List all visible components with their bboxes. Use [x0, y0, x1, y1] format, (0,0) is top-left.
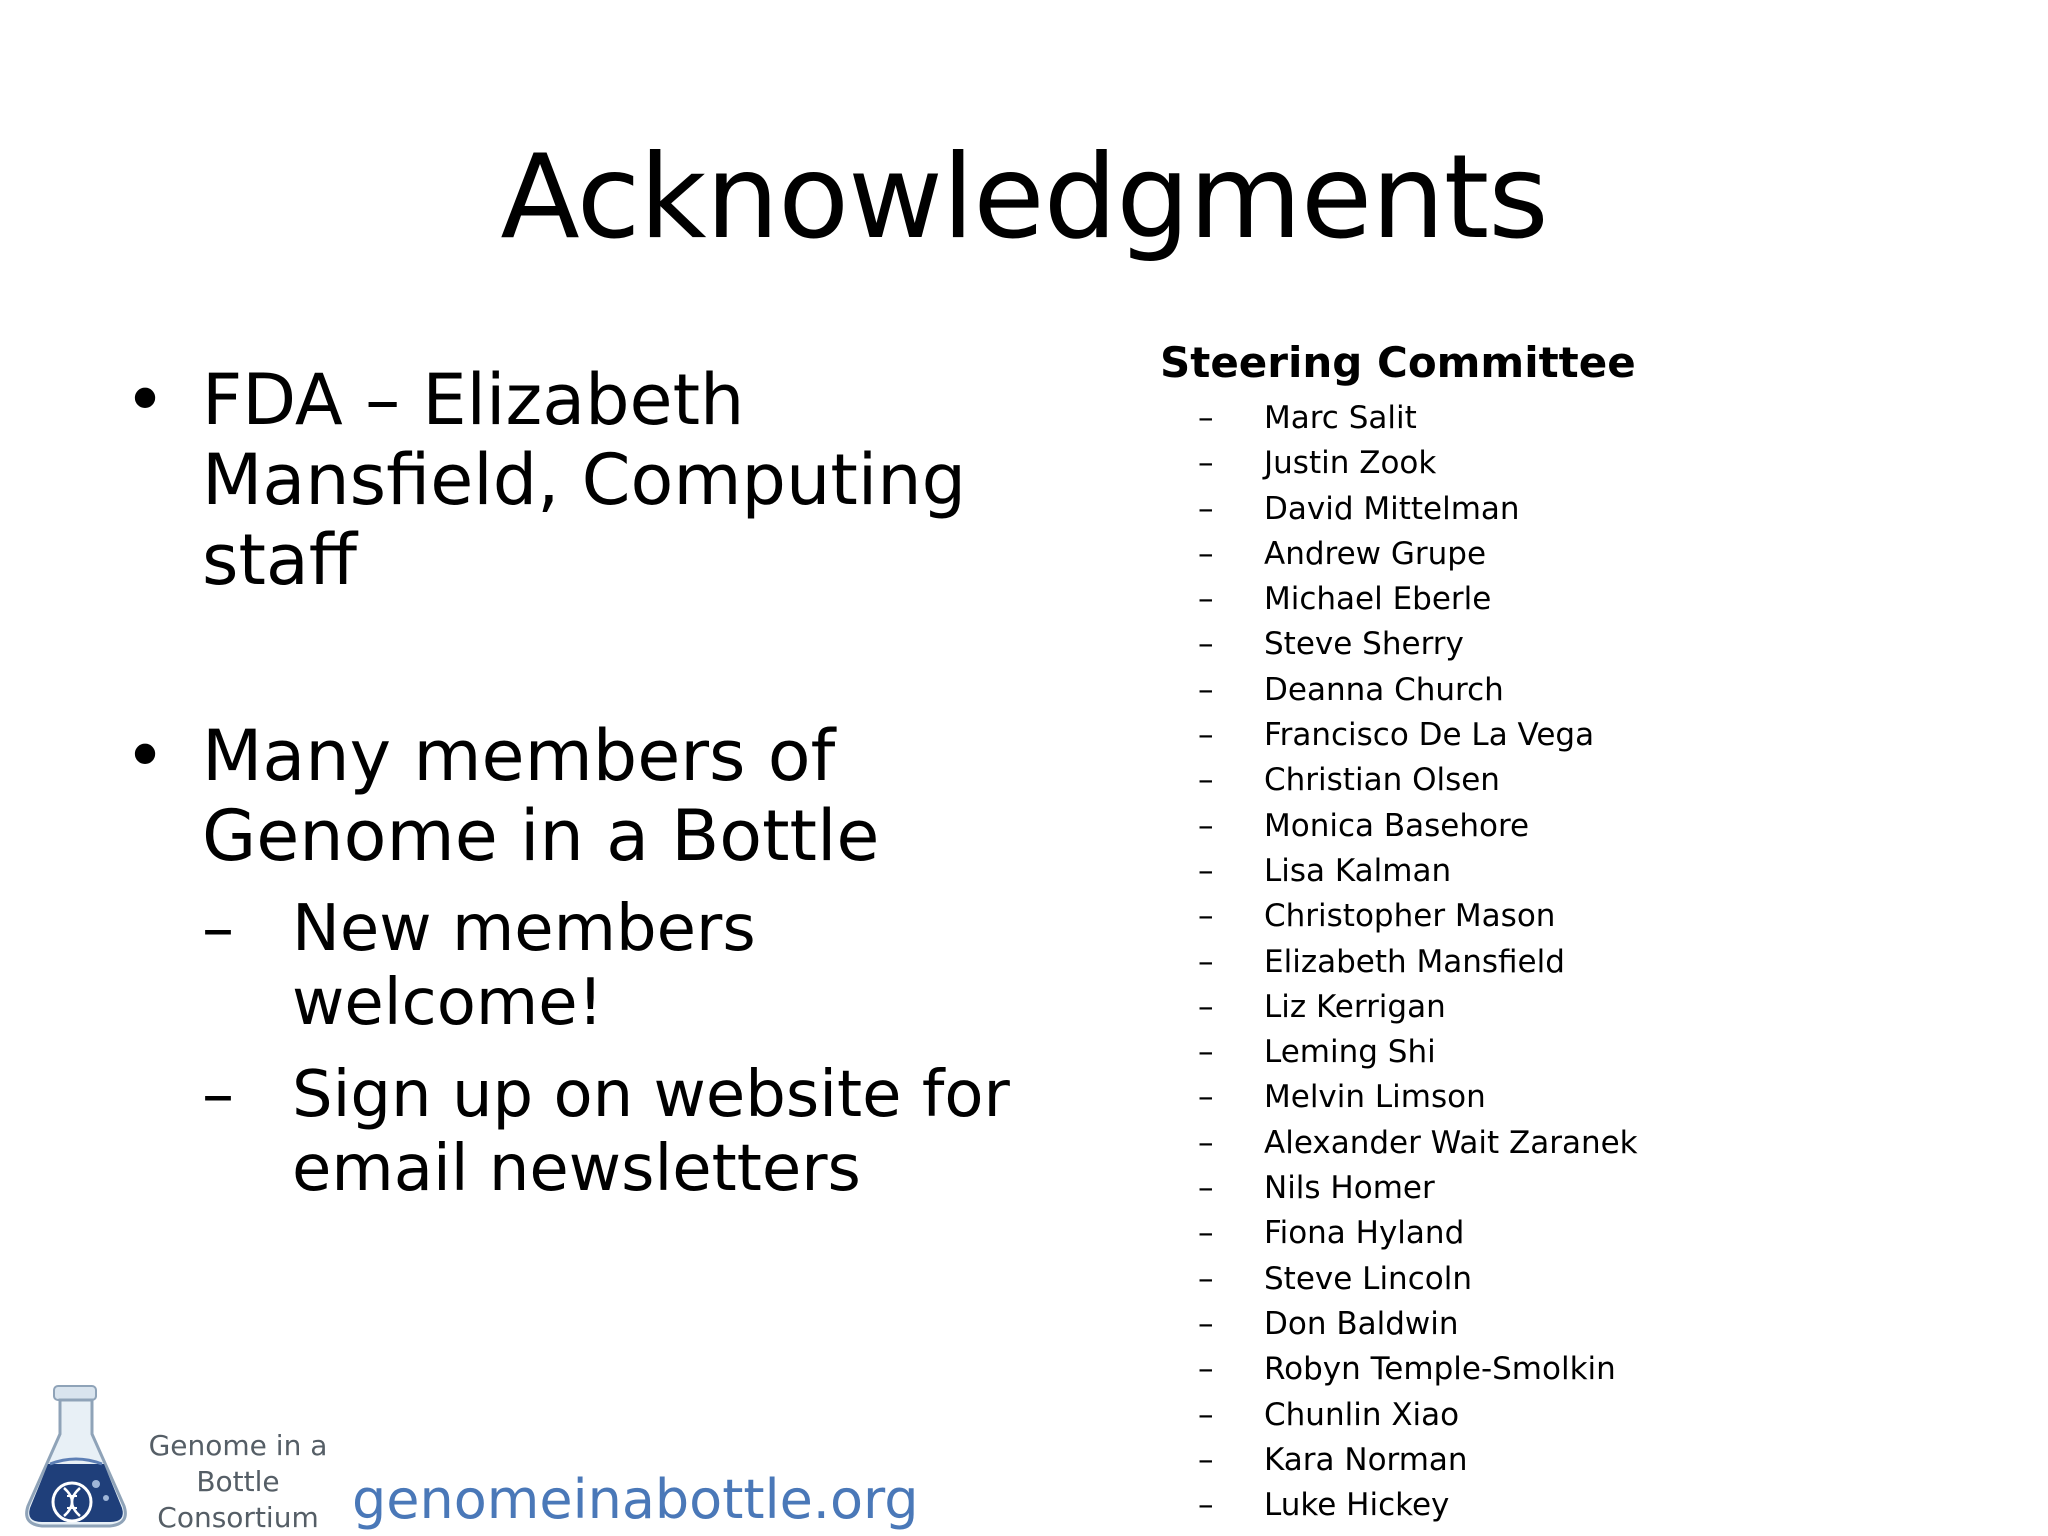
steering-member: [1160, 1483, 1720, 1528]
steering-member: [1160, 1393, 1720, 1438]
member-dash: –: [1198, 1396, 1214, 1433]
member-name: Chunlin Xiao: [1264, 1396, 1460, 1433]
member-name: Liz Kerrigan: [1264, 988, 1446, 1025]
sub-bullet-text: New members welcome!: [292, 892, 756, 1040]
member-name: Steve Sherry: [1264, 626, 1464, 663]
member-dash: –: [1198, 807, 1214, 844]
member-name: Monica Basehore: [1264, 807, 1530, 844]
member-name: Elizabeth Mansfield: [1264, 943, 1565, 980]
member-dash: –: [1198, 762, 1214, 799]
member-dash: –: [1198, 1441, 1214, 1478]
steering-member: [1160, 532, 1720, 577]
sub-bullet-dash: –: [202, 892, 234, 966]
member-name: Andrew Grupe: [1264, 535, 1487, 572]
member-dash: –: [1198, 898, 1214, 935]
bullet-members: [120, 716, 1040, 1206]
member-name: Nils Homer: [1264, 1170, 1435, 1207]
steering-member: [1160, 668, 1720, 713]
steering-member: [1160, 622, 1720, 667]
steering-member: [1160, 1211, 1720, 1256]
bullet-text: FDA – Elizabeth Mansfield, Computing staff: [202, 359, 967, 601]
member-dash: –: [1198, 1260, 1214, 1297]
logo-text: [108, 1428, 368, 1536]
website-link[interactable]: genomeinabottle.org: [352, 1468, 919, 1531]
member-name: Steve Lincoln: [1264, 1260, 1472, 1297]
member-dash: –: [1198, 943, 1214, 980]
member-dash: –: [1198, 717, 1214, 754]
member-name: David Mittelman: [1264, 490, 1520, 527]
bullet-text: Many members of Genome in a Bottle: [202, 715, 880, 877]
bullet-fda: [120, 360, 1040, 600]
steering-member: [1160, 758, 1720, 803]
member-name: Michael Eberle: [1264, 581, 1492, 618]
giab-logo: [20, 1378, 360, 1534]
member-dash: –: [1198, 671, 1214, 708]
member-name: Robyn Temple-Smolkin: [1264, 1351, 1616, 1388]
bullet-dot: •: [124, 359, 166, 441]
member-dash: –: [1198, 988, 1214, 1025]
steering-member: [1160, 985, 1720, 1030]
steering-member: [1160, 1302, 1720, 1347]
steering-member: [1160, 1257, 1720, 1302]
member-name: Alexander Wait Zaranek: [1264, 1124, 1638, 1161]
member-name: Leming Shi: [1264, 1034, 1436, 1071]
member-dash: –: [1198, 445, 1214, 482]
steering-member: [1160, 940, 1720, 985]
member-dash: –: [1198, 1487, 1214, 1524]
bullet-dot: •: [124, 715, 166, 797]
steering-committee: [1160, 336, 1720, 1528]
member-name: Kara Norman: [1264, 1441, 1468, 1478]
member-name: Fiona Hyland: [1264, 1215, 1465, 1252]
member-dash: –: [1198, 1215, 1214, 1252]
logo-line-2: Consortium: [157, 1501, 319, 1534]
steering-member: [1160, 804, 1720, 849]
steering-member: [1160, 1121, 1720, 1166]
member-dash: –: [1198, 1351, 1214, 1388]
member-name: Christopher Mason: [1264, 898, 1556, 935]
steering-member: [1160, 849, 1720, 894]
member-dash: –: [1198, 535, 1214, 572]
steering-member: [1160, 1030, 1720, 1075]
member-dash: –: [1198, 400, 1214, 436]
member-name: Marc Salit: [1264, 400, 1417, 436]
steering-member: [1160, 1347, 1720, 1392]
steering-member: [1160, 577, 1720, 622]
logo-line-1: Genome in a Bottle: [148, 1429, 328, 1498]
member-name: Christian Olsen: [1264, 762, 1500, 799]
member-name: Francisco De La Vega: [1264, 717, 1595, 754]
member-name: Luke Hickey: [1264, 1487, 1450, 1524]
sub-bullet-text: Sign up on website for email newsletters: [292, 1058, 1010, 1206]
member-dash: –: [1198, 490, 1214, 527]
steering-member: [1160, 396, 1720, 441]
bullet-list: [120, 360, 1040, 1206]
steering-member: [1160, 1438, 1720, 1483]
member-dash: –: [1198, 1124, 1214, 1161]
sub-bullet-new-members: [202, 892, 1040, 1040]
member-name: Justin Zook: [1264, 445, 1437, 482]
member-name: Melvin Limson: [1264, 1079, 1486, 1116]
sub-bullet-sign-up: [202, 1058, 1040, 1206]
member-dash: –: [1198, 581, 1214, 618]
steering-member: [1160, 441, 1720, 486]
steering-member: [1160, 1166, 1720, 1211]
steering-member: [1160, 894, 1720, 939]
member-name: Lisa Kalman: [1264, 852, 1452, 889]
steering-member: [1160, 1075, 1720, 1120]
member-dash: –: [1198, 852, 1214, 889]
sub-bullet-list: [202, 892, 1040, 1206]
member-dash: –: [1198, 1079, 1214, 1116]
member-dash: –: [1198, 1305, 1214, 1342]
steering-member: [1160, 713, 1720, 758]
member-dash: –: [1198, 1034, 1214, 1071]
member-dash: –: [1198, 1170, 1214, 1207]
member-name: Deanna Church: [1264, 671, 1504, 708]
member-dash: –: [1198, 626, 1214, 663]
steering-committee-list: [1160, 396, 1720, 1528]
slide-title: Acknowledgments: [500, 130, 1548, 265]
steering-member: [1160, 487, 1720, 532]
member-name: Don Baldwin: [1264, 1305, 1459, 1342]
sub-bullet-dash: –: [202, 1058, 234, 1132]
steering-committee-title: Steering Committee: [1160, 338, 1636, 387]
